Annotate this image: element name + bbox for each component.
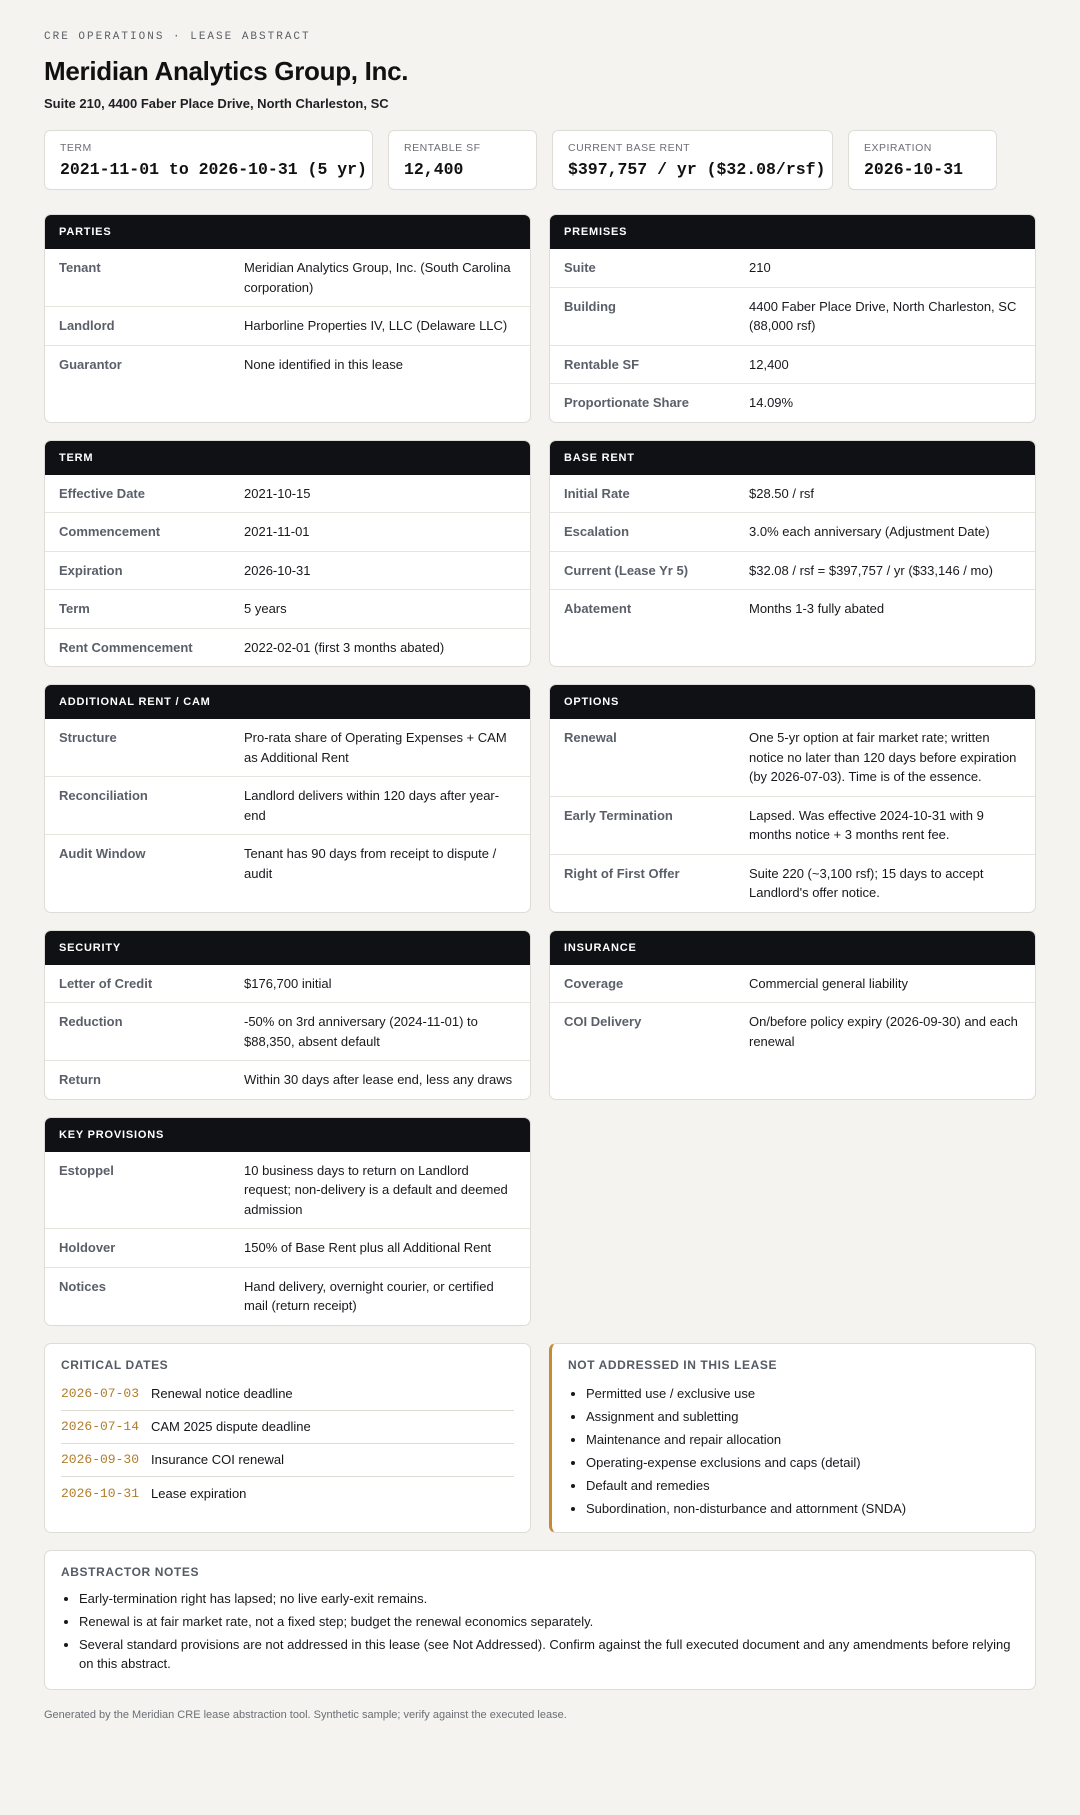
lower-panels (44, 1343, 1036, 1533)
field-row (45, 551, 530, 590)
field-row (45, 512, 530, 551)
stat-value: 2026-10-31 (864, 160, 964, 179)
field-value: $28.50 / rsf (749, 485, 815, 501)
field-row (550, 1002, 1035, 1060)
field-label: Right of First Offer (564, 865, 680, 881)
critical-dates-list (61, 1378, 514, 1510)
field-label: Coverage (564, 975, 624, 991)
section-title: BASE RENT (550, 441, 1035, 475)
field-label: Notices (59, 1278, 106, 1294)
field-value: 12,400 (749, 356, 789, 372)
notes-list (61, 1589, 1019, 1674)
field-value: Within 30 days after lease end, less any draws (244, 1072, 513, 1087)
premises-card (549, 214, 1036, 423)
critical-date-row (61, 1477, 514, 1510)
field-label: Renewal (564, 730, 617, 745)
field-value: Pro-rata share of Operating Expenses + CAM as Additional Rent (244, 730, 507, 765)
field-value: 150% of Base Rent plus all Additional Rent (244, 1240, 492, 1255)
field-row (45, 1267, 530, 1325)
term-card (44, 440, 531, 668)
premises-address: Suite 210, 4400 Faber Place Drive, North Charleston, SC (44, 96, 389, 111)
field-value: None identified in this lease (244, 356, 403, 372)
field-label: Early Termination (564, 807, 673, 823)
note-item: • Several standard provisions are not addressed in this lease (see Not Addressed). Confirm against the full executed document and any amendments before relying on this abstract. (79, 1635, 1019, 1674)
field-label: Rent Commencement (59, 639, 193, 655)
not-addressed-title: NOT ADDRESSED IN THIS LEASE (568, 1357, 778, 1372)
critical-date: 2026-10-31 (61, 1485, 140, 1501)
not-addressed-item: • Permitted use / exclusive use (586, 1382, 1019, 1405)
stat-label: RENTABLE SF (404, 142, 481, 154)
field-row (45, 628, 530, 667)
section-title: PARTIES (45, 215, 530, 249)
stat-term (44, 130, 373, 190)
field-row (45, 306, 530, 345)
critical-date: 2026-07-03 (61, 1386, 140, 1401)
field-row (45, 1152, 530, 1229)
field-value: 5 years (244, 601, 287, 616)
field-value: Hand delivery, overnight courier, or certified mail (return receipt) (244, 1278, 494, 1313)
not-addressed-item: • Maintenance and repair allocation (586, 1428, 1019, 1451)
field-row (45, 776, 530, 834)
field-value: Meridian Analytics Group, Inc. (South Carolina corporation) (244, 260, 511, 295)
field-label: Landlord (59, 318, 115, 333)
field-label: Rentable SF (564, 356, 640, 372)
field-row (45, 1060, 530, 1099)
not-addressed-item: • Default and remedies (586, 1474, 1019, 1497)
stat-value: 12,400 (404, 160, 464, 179)
field-value: Months 1-3 fully abated (749, 601, 885, 616)
field-label: Building (564, 298, 616, 314)
field-label: Letter of Credit (59, 975, 153, 991)
field-row (45, 1002, 530, 1060)
parties-card (44, 214, 531, 423)
field-label: Initial Rate (564, 485, 630, 501)
insurance-card (549, 930, 1036, 1100)
field-value: 14.09% (749, 395, 794, 410)
critical-date-row (61, 1444, 514, 1477)
field-value: -50% on 3rd anniversary (2024-11-01) to $88,350, absent default (244, 1014, 478, 1049)
field-row (550, 854, 1035, 912)
field-value: 2021-11-01 (244, 524, 310, 539)
field-row (45, 475, 530, 513)
field-label: Guarantor (59, 356, 122, 372)
critical-date-label: Lease expiration (151, 1485, 247, 1501)
field-value: 10 business days to return on Landlord request; non-delivery is a default and deemed admission (244, 1162, 508, 1217)
critical-date-row (61, 1378, 514, 1411)
field-row (550, 551, 1035, 590)
field-row (550, 719, 1035, 796)
security-card (44, 930, 531, 1100)
field-row (45, 834, 530, 892)
stat-label: TERM (60, 142, 92, 154)
field-label: Suite (564, 260, 596, 275)
section-title: ADDITIONAL RENT / CAM (45, 685, 530, 719)
field-label: Term (59, 601, 90, 616)
field-value: Lapsed. Was effective 2024-10-31 with 9 months notice + 3 months rent fee. (749, 807, 984, 842)
field-label: Holdover (59, 1240, 116, 1255)
field-label: Audit Window (59, 846, 146, 861)
section-title: SECURITY (45, 931, 530, 965)
stat-current-base-rent (552, 130, 833, 190)
field-label: Reduction (59, 1014, 123, 1029)
critical-date-label: CAM 2025 dispute deadline (151, 1419, 311, 1434)
field-row (45, 249, 530, 306)
critical-dates-title: CRITICAL DATES (61, 1357, 169, 1372)
base-rent-card (549, 440, 1036, 668)
critical-date-row (61, 1411, 514, 1444)
field-row (550, 512, 1035, 551)
field-value: One 5-yr option at fair market rate; written notice no later than 120 days before expiration (by 2026-07-03). Time is of the essence. (749, 730, 1017, 784)
field-label: Return (59, 1072, 101, 1087)
not-addressed-panel (549, 1343, 1036, 1533)
field-value: Landlord delivers within 120 days after year-end (244, 788, 500, 823)
note-item: • Early-termination right has lapsed; no live early-exit remains. (79, 1589, 1019, 1609)
stat-label: EXPIRATION (864, 142, 932, 154)
field-value: Tenant has 90 days from receipt to dispute / audit (244, 846, 497, 881)
note-item: • Renewal is at fair market rate, not a fixed step; budget the renewal economics separately. (79, 1612, 1019, 1632)
stat-label: CURRENT BASE RENT (568, 142, 691, 154)
additional-rent-card (44, 684, 531, 913)
field-value: $32.08 / rsf = $397,757 / yr ($33,146 / mo) (749, 562, 993, 578)
field-label: Tenant (59, 260, 101, 275)
critical-date-label: Renewal notice deadline (151, 1386, 293, 1401)
field-value: 2021-10-15 (244, 485, 311, 501)
field-row (550, 383, 1035, 422)
key-provisions-card (44, 1117, 531, 1326)
field-row (550, 965, 1035, 1003)
field-row (45, 589, 530, 628)
field-value: $176,700 initial (244, 975, 332, 991)
field-label: Proportionate Share (564, 395, 689, 410)
section-title: TERM (45, 441, 530, 475)
field-row (45, 965, 530, 1003)
field-row (550, 345, 1035, 384)
section-title: INSURANCE (550, 931, 1035, 965)
field-value: 4400 Faber Place Drive, North Charleston, SC (88,000 rsf) (749, 298, 1017, 333)
field-row (550, 475, 1035, 513)
summary-stats (44, 130, 1036, 190)
field-value: 2026-10-31 (244, 562, 311, 578)
eyebrow: CRE OPERATIONS · LEASE ABSTRACT (44, 31, 311, 43)
field-label: Escalation (564, 524, 630, 539)
options-card (549, 684, 1036, 913)
field-label: Effective Date (59, 485, 145, 501)
not-addressed-item: • Subordination, non-disturbance and attornment (SNDA) (586, 1497, 1019, 1520)
abstractor-notes-panel (44, 1550, 1036, 1691)
stat-rentable-sf (388, 130, 537, 190)
section-title: KEY PROVISIONS (45, 1118, 530, 1152)
field-label: Structure (59, 730, 117, 745)
field-label: Abatement (564, 601, 632, 616)
field-row (45, 1228, 530, 1267)
field-row (45, 345, 530, 384)
not-addressed-item: • Assignment and subletting (586, 1405, 1019, 1428)
field-value: Suite 220 (~3,100 rsf); 15 days to accept Landlord's offer notice. (749, 865, 984, 900)
field-value: Commercial general liability (749, 975, 908, 991)
notes-title: ABSTRACTOR NOTES (61, 1564, 200, 1579)
stat-value: 2021-11-01 to 2026-10-31 (5 yr) (60, 160, 367, 179)
critical-date-label: Insurance COI renewal (151, 1452, 284, 1467)
field-value: On/before policy expiry (2026-09-30) and each renewal (749, 1014, 1018, 1049)
field-label: COI Delivery (564, 1014, 642, 1029)
stat-value: $397,757 / yr ($32.08/rsf) (568, 160, 826, 179)
critical-date: 2026-07-14 (61, 1419, 140, 1434)
field-label: Current (Lease Yr 5) (564, 562, 689, 578)
section-grid (44, 214, 1036, 1326)
field-row (550, 589, 1035, 628)
field-label: Estoppel (59, 1162, 114, 1178)
field-value: 210 (749, 260, 771, 275)
field-value: Harborline Properties IV, LLC (Delaware LLC) (244, 318, 508, 333)
not-addressed-item: • Operating-expense exclusions and caps (detail) (586, 1451, 1019, 1474)
field-label: Reconciliation (59, 788, 148, 803)
field-row (45, 719, 530, 776)
stat-expiration (848, 130, 997, 190)
field-row (550, 796, 1035, 854)
critical-dates-panel (44, 1343, 531, 1533)
critical-date: 2026-09-30 (61, 1452, 140, 1467)
field-value: 3.0% each anniversary (Adjustment Date) (749, 524, 990, 539)
field-row (550, 287, 1035, 345)
field-label: Expiration (59, 562, 123, 578)
field-value: 2022-02-01 (first 3 months abated) (244, 639, 445, 655)
page-title: Meridian Analytics Group, Inc. (44, 56, 409, 86)
not-addressed-list (568, 1382, 1019, 1520)
footer-note: Generated by the Meridian CRE lease abstraction tool. Synthetic sample; verify against the executed lease. (44, 1709, 567, 1721)
field-row (550, 249, 1035, 287)
section-title: PREMISES (550, 215, 1035, 249)
section-title: OPTIONS (550, 685, 1035, 719)
field-label: Commencement (59, 524, 161, 539)
